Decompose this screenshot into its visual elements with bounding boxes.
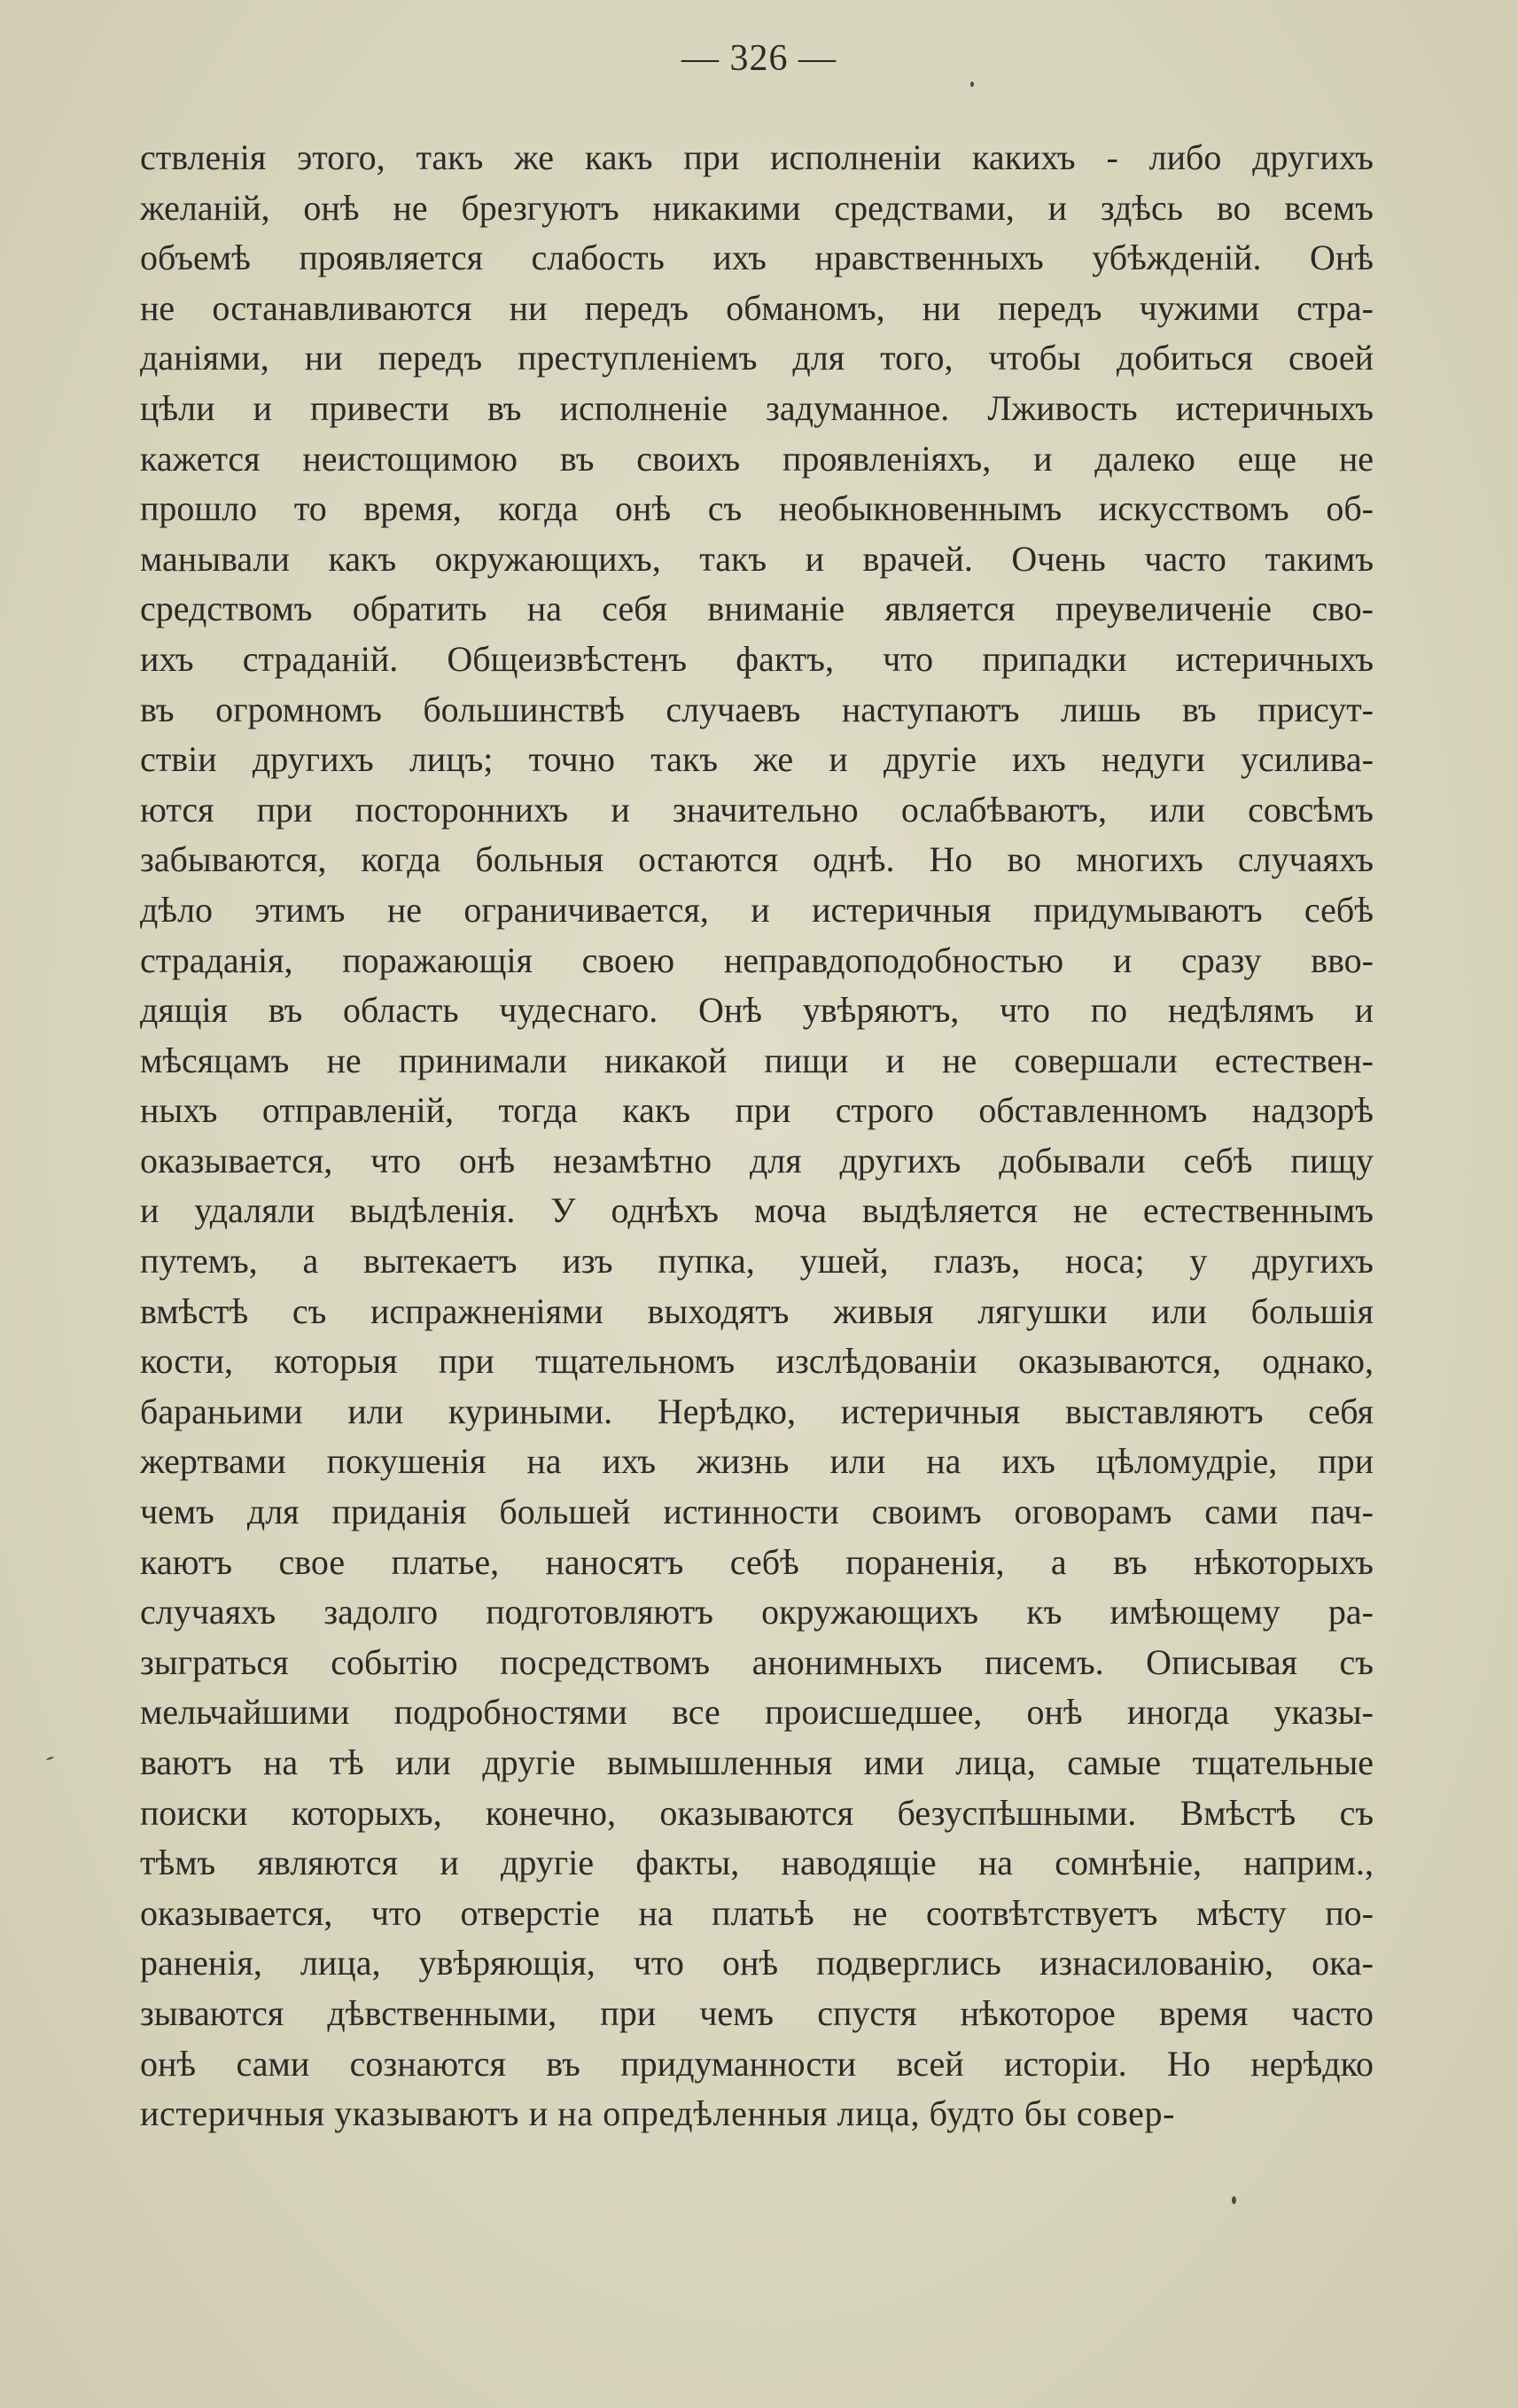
text-line: путемъ, а вытекаетъ изъ пупка, ушей, глазъ, носа; у другихъ <box>140 1241 1374 1282</box>
text-line: дящія въ область чудеснаго. Онѣ увѣряютъ, что по недѣлямъ и <box>140 990 1374 1031</box>
text-line: бараньими или куриными. Нерѣдко, истеричныя выставляютъ себя <box>140 1391 1374 1431</box>
text-line: жертвами покушенія на ихъ жизнь или на ихъ цѣломудріе, при <box>140 1441 1374 1482</box>
page-number: — 326 — <box>681 38 837 79</box>
text-line: ются при постороннихъ и значительно ослабѣваютъ, или совсѣмъ <box>140 789 1374 830</box>
text-line: даніями, ни передъ преступленіемъ для того, чтобы добиться своей <box>140 338 1374 378</box>
text-line: манывали какъ окружающихъ, такъ и врачей. Очень часто такимъ <box>140 538 1374 579</box>
paper-speck <box>46 1757 54 1761</box>
text-line: поиски которыхъ, конечно, оказываются безуспѣшными. Вмѣстѣ съ <box>140 1792 1374 1833</box>
text-line: и удаляли выдѣленія. У однѣхъ моча выдѣляется не естественнымъ <box>140 1190 1374 1231</box>
text-line: объемѣ проявляется слабость ихъ нравственныхъ убѣжденій. Онѣ <box>140 238 1374 278</box>
text-line: ствіи другихъ лицъ; точно такъ же и другіе ихъ недуги усилива- <box>140 739 1374 780</box>
text-line: страданія, поражающія своею неправдоподобностью и сразу вво- <box>140 939 1374 980</box>
text-line: въ огромномъ большинствѣ случаевъ наступаютъ лишь въ присут- <box>140 689 1374 729</box>
text-line: случаяхъ задолго подготовляютъ окружающихъ къ имѣющему ра- <box>140 1592 1374 1633</box>
text-line: прошло то время, когда онѣ съ необыкновеннымъ искусствомъ об- <box>140 488 1374 529</box>
text-line: ствленія этого, такъ же какъ при исполненіи какихъ - либо другихъ <box>140 137 1374 177</box>
text-line: средствомъ обратить на себя вниманіе является преувеличеніе сво- <box>140 588 1374 629</box>
text-line: чемъ для приданія большей истинности своимъ оговорамъ сами пач- <box>140 1492 1374 1532</box>
paper-speck <box>1232 2196 1236 2204</box>
text-line: цѣли и привести въ исполненіе задуманное. Лживость истеричныхъ <box>140 387 1374 428</box>
text-line: забываются, когда больныя остаются однѣ. Но во многихъ случаяхъ <box>140 839 1374 880</box>
text-line: оказывается, что онѣ незамѣтно для другихъ добывали себѣ пищу <box>140 1140 1374 1181</box>
text-line: мельчайшими подробностями все происшедшее, онѣ иногда указы- <box>140 1692 1374 1733</box>
text-line: онѣ сами сознаются въ придуманности всей исторіи. Но нерѣдко <box>140 2043 1374 2084</box>
text-line: зыграться событію посредствомъ анонимныхъ писемъ. Описывая съ <box>140 1641 1374 1682</box>
text-line: не останавливаются ни передъ обманомъ, ни передъ чужими стра- <box>140 287 1374 328</box>
text-line: кажется неистощимою въ своихъ проявленіяхъ, и далеко еще не <box>140 438 1374 479</box>
text-line: ихъ страданій. Общеизвѣстенъ фактъ, что припадки истеричныхъ <box>140 638 1374 679</box>
text-line: мѣсяцамъ не принимали никакой пищи и не совершали естествен- <box>140 1040 1374 1080</box>
text-line: желаній, онѣ не брезгуютъ никакими средствами, и здѣсь во всемъ <box>140 187 1374 228</box>
text-line: зываются дѣвственными, при чемъ спустя нѣкоторое время часто <box>140 1992 1374 2033</box>
body-text <box>140 133 1374 2139</box>
text-line: раненія, лица, увѣряющія, что онѣ подверглись изнасилованію, ока- <box>140 1943 1374 1983</box>
text-line: вмѣстѣ съ испражненіями выходятъ живыя лягушки или большія <box>140 1290 1374 1331</box>
text-line: оказывается, что отверстіе на платьѣ не соотвѣтствуетъ мѣсту по- <box>140 1892 1374 1933</box>
text-line: тѣмъ являются и другіе факты, наводящіе на сомнѣніе, наприм., <box>140 1843 1374 1883</box>
paper-speck <box>970 82 974 87</box>
text-line: кости, которыя при тщательномъ изслѣдованіи оказываются, однако, <box>140 1341 1374 1382</box>
text-line: ныхъ отправленій, тогда какъ при строго обставленномъ надзорѣ <box>140 1090 1374 1131</box>
text-line: истеричныя указываютъ и на опредѣленныя лица, будто бы совер- <box>140 2093 1176 2134</box>
text-line: дѣло этимъ не ограничивается, и истеричныя придумываютъ себѣ <box>140 889 1374 930</box>
text-line: каютъ свое платье, наносятъ себѣ пораненія, а въ нѣкоторыхъ <box>140 1541 1374 1582</box>
text-line: ваютъ на тѣ или другіе вымышленныя ими лица, самые тщательные <box>140 1742 1374 1782</box>
